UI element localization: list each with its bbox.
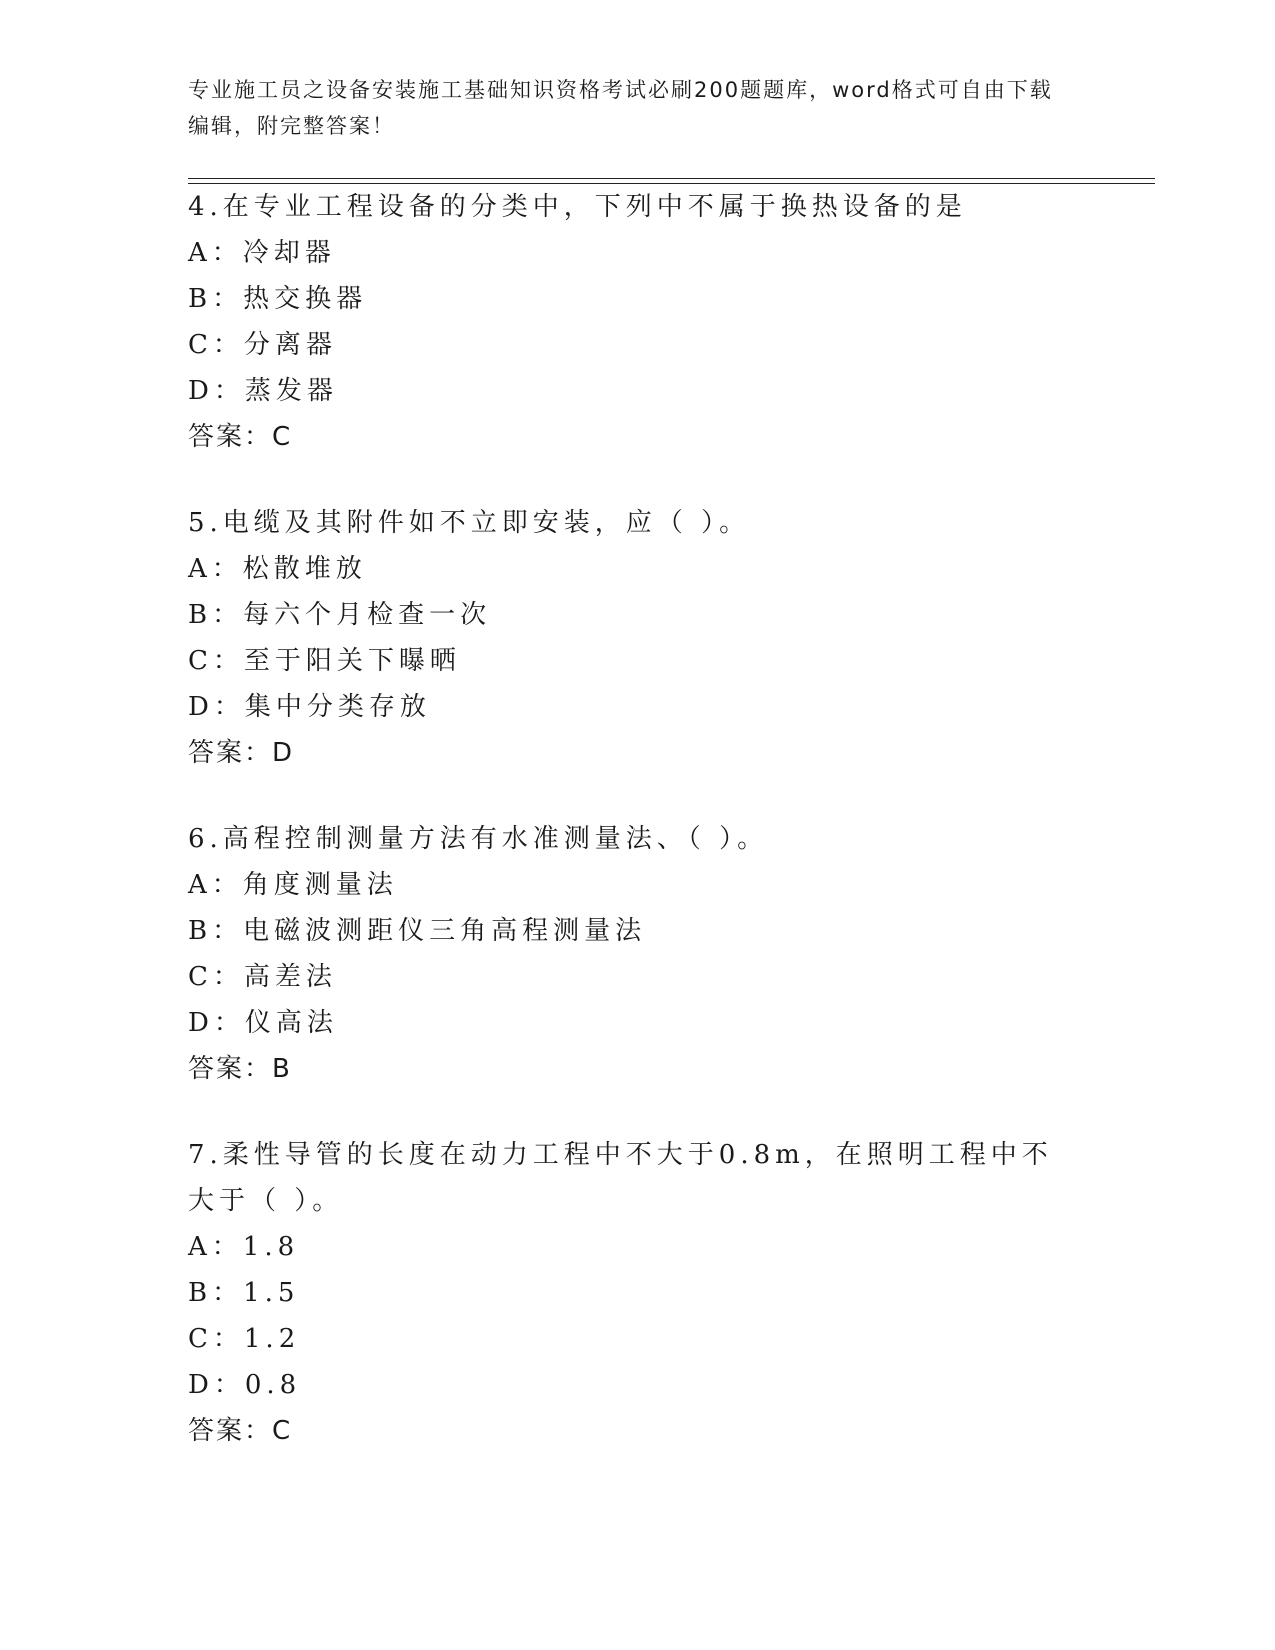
option-b: B：热交换器 bbox=[188, 284, 368, 314]
option-a: A：松散堆放 bbox=[188, 554, 367, 584]
option-c: C：分离器 bbox=[188, 330, 337, 360]
option-c: C：1.2 bbox=[188, 1324, 301, 1354]
question-stem: 4.在专业工程设备的分类中，下列中不属于换热设备的是 bbox=[188, 192, 967, 222]
answer-line: 答案：D bbox=[188, 738, 295, 768]
option-d: D：蒸发器 bbox=[188, 376, 338, 406]
answer-line: 答案：C bbox=[188, 1416, 293, 1446]
option-a: A：冷却器 bbox=[188, 238, 336, 268]
header-rule-top bbox=[188, 178, 1155, 179]
option-b: B：电磁波测距仪三角高程测量法 bbox=[188, 916, 647, 946]
question-stem: 5.电缆及其附件如不立即安装，应（ ）。 bbox=[188, 508, 751, 538]
question-6 bbox=[188, 816, 1088, 1092]
answer-line: 答案：C bbox=[188, 422, 293, 452]
question-5 bbox=[188, 500, 1088, 776]
question-7 bbox=[188, 1132, 1068, 1454]
option-d: D：0.8 bbox=[188, 1370, 302, 1400]
option-a: A：角度测量法 bbox=[188, 870, 398, 900]
document-header: 专业施工员之设备安装施工基础知识资格考试必刷200题题库，word格式可自由下载编辑，附完整答案！ bbox=[188, 78, 1053, 138]
option-b: B：每六个月检查一次 bbox=[188, 600, 492, 630]
option-b: B：1.5 bbox=[188, 1278, 300, 1308]
option-d: D：仪高法 bbox=[188, 1008, 338, 1038]
question-stem: 7.柔性导管的长度在动力工程中不大于0.8m，在照明工程中不大于（ ）。 bbox=[188, 1140, 1053, 1216]
question-4 bbox=[188, 184, 1088, 460]
answer-line: 答案：B bbox=[188, 1054, 292, 1084]
option-d: D：集中分类存放 bbox=[188, 692, 431, 722]
question-stem: 6.高程控制测量方法有水准测量法、（ ）。 bbox=[188, 824, 769, 854]
option-c: C：至于阳关下曝晒 bbox=[188, 646, 461, 676]
option-a: A：1.8 bbox=[188, 1232, 300, 1262]
option-c: C：高差法 bbox=[188, 962, 337, 992]
